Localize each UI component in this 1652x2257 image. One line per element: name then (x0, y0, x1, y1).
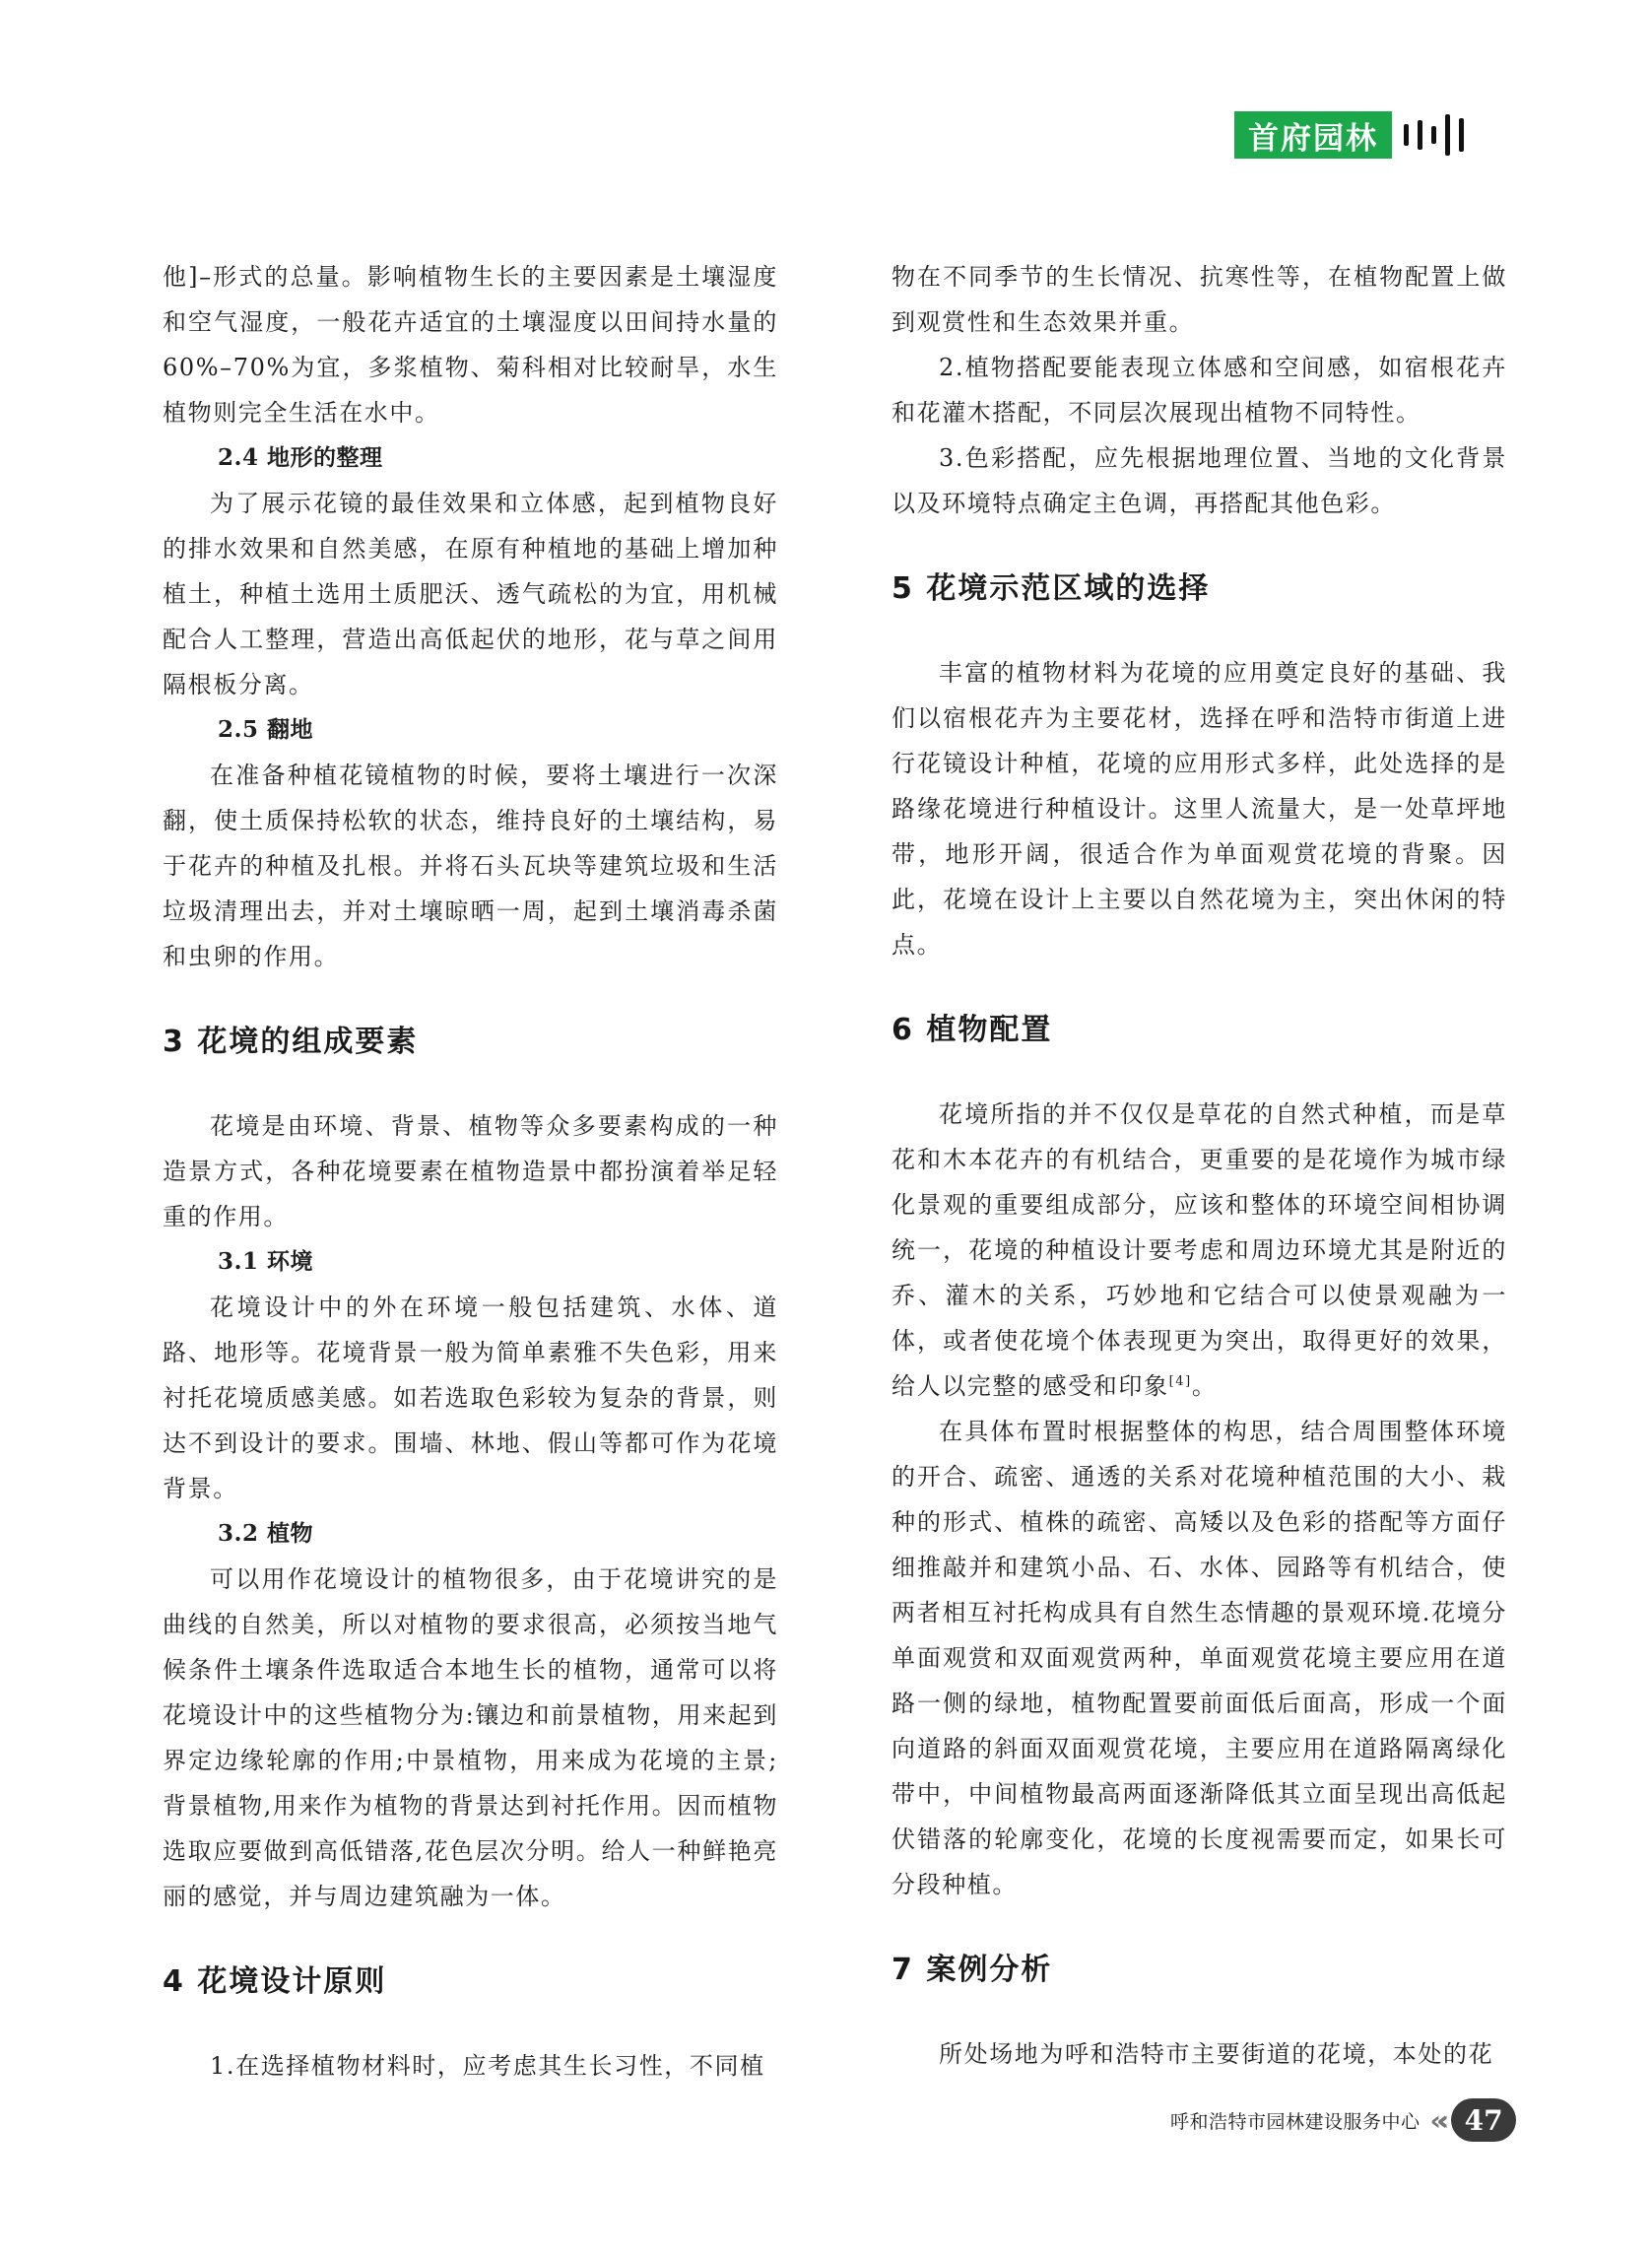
paragraph-text: 花境所指的并不仅仅是草花的自然式种植，而是草花和木本花卉的有机结合，更重要的是花境作为城市绿化景观的重要组成部分，应该和整体的环境空间相协调统一，花境的种植设计要考虑和周边环境尤其是附近的乔、灌木的关系，巧妙地和它结合可以使景观融为一体，或者使花境个体表现更为突出，取得更好的效果，给人以完整的感受和印象 (892, 1100, 1507, 1400)
paragraph: 丰富的植物材料为花境的应用奠定良好的基础、我们以宿根花卉为主要花材，选择在呼和浩特市街道上进行花镜设计种植，花境的应用形式多样，此处选择的是路缘花境进行种植设计。这里人流量大，是一处草坪地带，地形开阔，很适合作为单面观赏花境的背聚。因此，花境在设计上主要以自然花境为主，突出休闲的特点。 (892, 659, 1507, 959)
subsection-heading: 2.4 地形的整理 (218, 444, 383, 471)
paragraph: 他]–形式的总量。影响植物生长的主要因素是土壤湿度和空气湿度，一般花卉适宜的土壤湿度以田间持水量的60%–70%为宜，多浆植物、菊科相对比较耐旱，水生植物则完全生活在水中。 (163, 263, 778, 427)
page-footer (1170, 2095, 1516, 2145)
paragraph: 花境是由环境、背景、植物等众多要素构成的一种造景方式，各种花境要素在植物造景中都扮演着举足轻重的作用。 (163, 1112, 778, 1230)
masthead (1234, 111, 1464, 159)
subsection-heading: 3.2 植物 (218, 1520, 314, 1547)
mongolian-script-logo (1404, 111, 1464, 159)
page-number: 47 (1451, 2098, 1516, 2142)
magazine-logo: 首府园林 (1234, 111, 1392, 159)
paragraph: 物在不同季节的生长情况、抗寒性等，在植物配置上做到观赏性和生态效果并重。 (892, 263, 1507, 336)
publisher-name: 呼和浩特市园林建设服务中心 (1170, 2110, 1421, 2133)
paragraph: 1.在选择植物材料时，应考虑其生长习性，不同植 (210, 2052, 765, 2080)
paragraph: 花境设计中的外在环境一般包括建筑、水体、道路、地形等。花境背景一般为简单素雅不失色彩，用来衬托花境质感美感。如若选取色彩较为复杂的背景，则达不到设计的要求。围墙、林地、假山等都可作为花境背景。 (163, 1294, 778, 1502)
paragraph: 3.色彩搭配，应先根据地理位置、当地的文化背景以及环境特点确定主色调，再搭配其他色彩。 (892, 444, 1507, 517)
section-heading: 6 植物配置 (892, 1013, 1053, 1047)
paragraph-end: 。 (1191, 1372, 1218, 1400)
section-heading: 3 花境的组成要素 (163, 1025, 419, 1059)
double-chevron-left-icon: «‹ (1429, 2103, 1440, 2137)
section-heading: 5 花境示范区域的选择 (892, 571, 1211, 606)
paragraph: 可以用作花境设计的植物很多，由于花境讲究的是曲线的自然美，所以对植物的要求很高，必须按当地气候条件土壤条件选取适合本地生长的植物，通常可以将花境设计中的这些植物分为:镶边和前景植物，用来起到界定边缘轮廓的作用;中景植物，用来成为花境的主景;背景植物,用来作为植物的背景达到衬托作用。因而植物选取应要做到高低错落,花色层次分明。给人一种鲜艳亮丽的感觉，并与周边建筑融为一体。 (163, 1565, 778, 1910)
paragraph: 所处场地为呼和浩特市主要街道的花境，本处的花 (939, 2040, 1494, 2068)
section-heading: 4 花境设计原则 (163, 1964, 387, 1999)
paragraph: 为了展示花镜的最佳效果和立体感，起到植物良好的排水效果和自然美感，在原有种植地的基础上增加种植土，种植土选用土质肥沃、透气疏松的为宜，用机械配合人工整理，营造出高低起伏的地形，花与草之间用隔根板分离。 (163, 490, 778, 698)
left-column (163, 254, 778, 2089)
citation-ref: [4] (1168, 1374, 1192, 1389)
paragraph: 在准备种植花镜植物的时候，要将土壤进行一次深翻，使土质保持松软的状态，维持良好的土壤结构，易于花卉的种植及扎根。并将石头瓦块等建筑垃圾和生活垃圾清理出去，并对土壤晾晒一周，起到土壤消毒杀菌和虫卵的作用。 (163, 762, 778, 970)
subsection-heading: 2.5 翻地 (218, 716, 314, 743)
subsection-heading: 3.1 环境 (218, 1248, 314, 1275)
paragraph: 2.植物搭配要能表现立体感和空间感，如宿根花卉和花灌木搭配，不同层次展现出植物不同特性。 (892, 354, 1507, 427)
section-heading: 7 案例分析 (892, 1953, 1053, 1987)
paragraph (892, 1092, 1507, 1409)
paragraph: 在具体布置时根据整体的构思，结合周围整体环境的开合、疏密、通透的关系对花境种植范围的大小、栽种的形式、植株的疏密、高矮以及色彩的搭配等方面仔细推敲并和建筑小品、石、水体、园路等有机结合，使两者相互衬托构成具有自然生态情趣的景观环境.花境分单面观赏和双面观赏两种，单面观赏花境主要应用在道路一侧的绿地，植物配置要前面低后面高，形成一个面向道路的斜面双面观赏花境，主要应用在道路隔离绿化带中，中间植物最高两面逐渐降低其立面呈现出高低起伏错落的轮廓变化，花境的长度视需要而定，如果长可分段种植。 (892, 1418, 1507, 1898)
right-column (892, 254, 1507, 2077)
